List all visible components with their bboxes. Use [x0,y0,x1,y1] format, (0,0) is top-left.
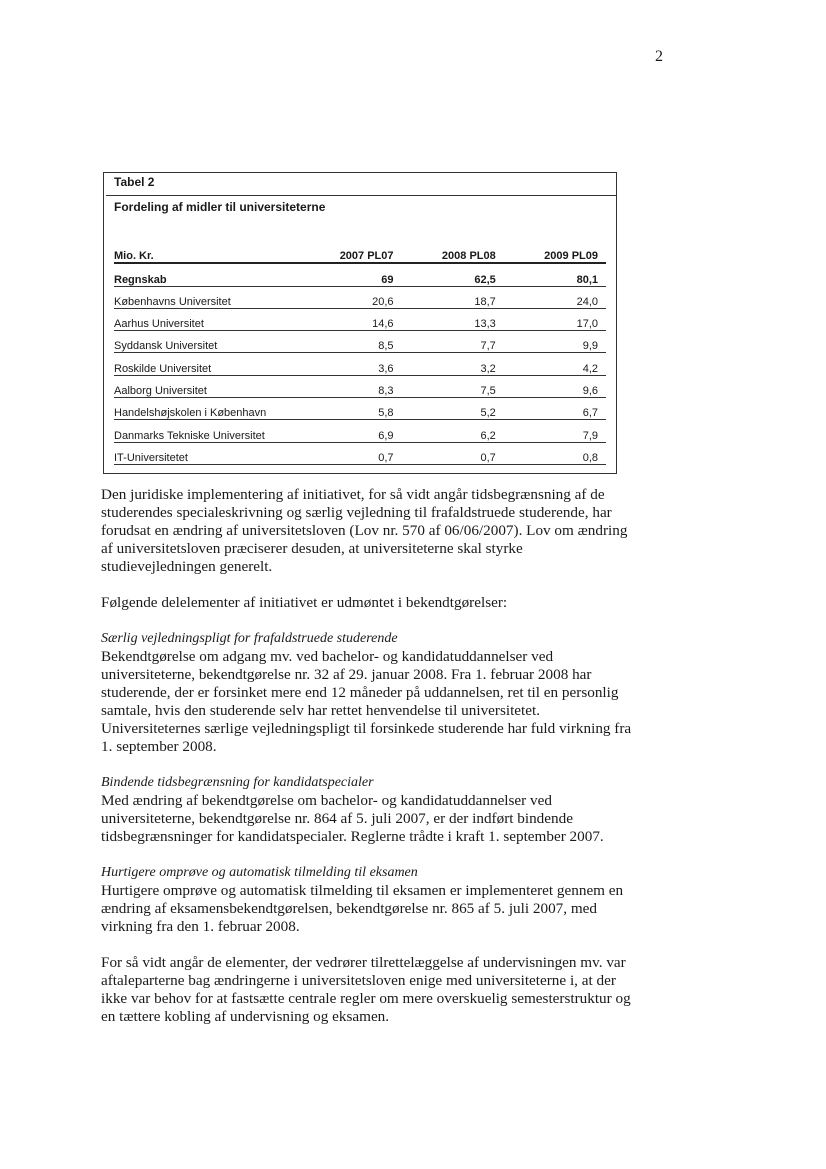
cell-2008: 0,7 [402,442,504,464]
row-label: Københavns Universitet [114,286,299,308]
row-label: Syddansk Universitet [114,331,299,353]
cell-2009: 9,6 [504,375,606,397]
column-header-2007: 2007 PL07 [299,241,401,263]
cell-2009: 17,0 [504,308,606,330]
cell-2009: 4,2 [504,353,606,375]
table-header-row [114,241,606,263]
column-header-2008: 2008 PL08 [402,241,504,263]
cell-2009: 80,1 [504,263,606,286]
cell-2008: 7,7 [402,331,504,353]
cell-2009: 6,7 [504,398,606,420]
section-body-tidsbegraensning: Med ændring af bekendtgørelse om bachelor- og kandidatuddannelser ved universiteterne, bekendtgørelse nr. 864 af 5. juli 2007, er der indført bindende tidsbegrænsninger for kandidatspecialer. Reglerne trådte i kraft 1. september 2007. [101,792,604,845]
table-row-regnskab [114,263,606,286]
section-heading-tidsbegraensning: Bindende tidsbegrænsning for kandidatspecialer [101,775,374,790]
section-body-omproeve: Hurtigere omprøve og automatisk tilmelding til eksamen er implementeret gennem en ændring af eksamensbekendtgørelsen, bekendtgørelse nr. 865 af 5. juli 2007, med virkning fra den 1. februar 2008. [101,882,624,935]
table-subtitle: Fordeling af midler til universiteterne [114,200,326,214]
cell-2007: 0,7 [299,442,401,464]
table-row [114,308,606,330]
cell-2009: 7,9 [504,420,606,442]
cell-2008: 13,3 [402,308,504,330]
cell-2007: 8,3 [299,375,401,397]
table-row [114,331,606,353]
cell-2008: 62,5 [402,263,504,286]
cell-2008: 18,7 [402,286,504,308]
section-heading-omproeve: Hurtigere omprøve og automatisk tilmelding til eksamen [101,865,418,880]
cell-2009: 0,8 [504,442,606,464]
cell-2007: 3,6 [299,353,401,375]
cell-2007: 6,9 [299,420,401,442]
table-row [114,420,606,442]
row-label: Aalborg Universitet [114,375,299,397]
row-label: Aarhus Universitet [114,308,299,330]
table-title: Tabel 2 [114,175,155,189]
intro-paragraph: Den juridiske implementering af initiativet, for så vidt angår tidsbegrænsning af de studerendes specialeskrivning og særlig vejledning til frafaldstruede studerende, har forudsat en ændring af universitetsloven (Lov nr. 570 af 06/06/2007). Lov om ændring af universitetsloven præciserer desuden, at universiteterne skal styrke studievejledningen generelt. [101,486,628,575]
row-label: Roskilde Universitet [114,353,299,375]
cell-2007: 8,5 [299,331,401,353]
section-heading-vejledningspligt: Særlig vejledningspligt for frafaldstruede studerende [101,631,398,646]
page-number: 2 [655,48,663,65]
closing-paragraph: For så vidt angår de elementer, der vedrører tilrettelæggelse af undervisningen mv. var aftaleparterne bag ændringerne i universitetsloven enige med universiteterne i, at der ikke var behov for at fastsætte centrale regler om mere overskuelig semesterstruktur og en tættere kobling af undervisning og eksamen. [101,954,631,1025]
body-text [101,486,641,1044]
cell-2008: 7,5 [402,375,504,397]
cell-2009: 24,0 [504,286,606,308]
cell-2007: 69 [299,263,401,286]
row-label: Danmarks Tekniske Universitet [114,420,299,442]
column-header-2009: 2009 PL09 [504,241,606,263]
section-body-vejledningspligt: Bekendtgørelse om adgang mv. ved bachelor- og kandidatuddannelser ved universiteterne, bekendtgørelse nr. 32 af 29. januar 2008. Fra 1. februar 2008 har studerende, der er forsinket mere end 12 måneder på uddannelsen, ret til en personlig samtale, hvis den studerende selv har rettet henvendelse til universitetet. Universiteternes særlige vejledningspligt til forsinkede studerende har fuld virkning fra 1. september 2008. [101,648,632,755]
allocation-table [114,241,606,465]
table-row [114,398,606,420]
cell-2007: 14,6 [299,308,401,330]
cell-2008: 6,2 [402,420,504,442]
cell-2007: 5,8 [299,398,401,420]
unit-header: Mio. Kr. [114,241,299,263]
cell-2008: 5,2 [402,398,504,420]
table-row [114,286,606,308]
table-row [114,375,606,397]
cell-2009: 9,9 [504,331,606,353]
cell-2008: 3,2 [402,353,504,375]
row-label: Regnskab [114,263,299,286]
row-label: Handelshøjskolen i København [114,398,299,420]
title-divider [106,195,616,196]
table-row [114,353,606,375]
lead-paragraph: Følgende delelementer af initiativet er udmøntet i bekendtgørelser: [101,594,508,611]
cell-2007: 20,6 [299,286,401,308]
row-label: IT-Universitetet [114,442,299,464]
allocation-table-box [103,172,617,474]
table-row [114,442,606,464]
